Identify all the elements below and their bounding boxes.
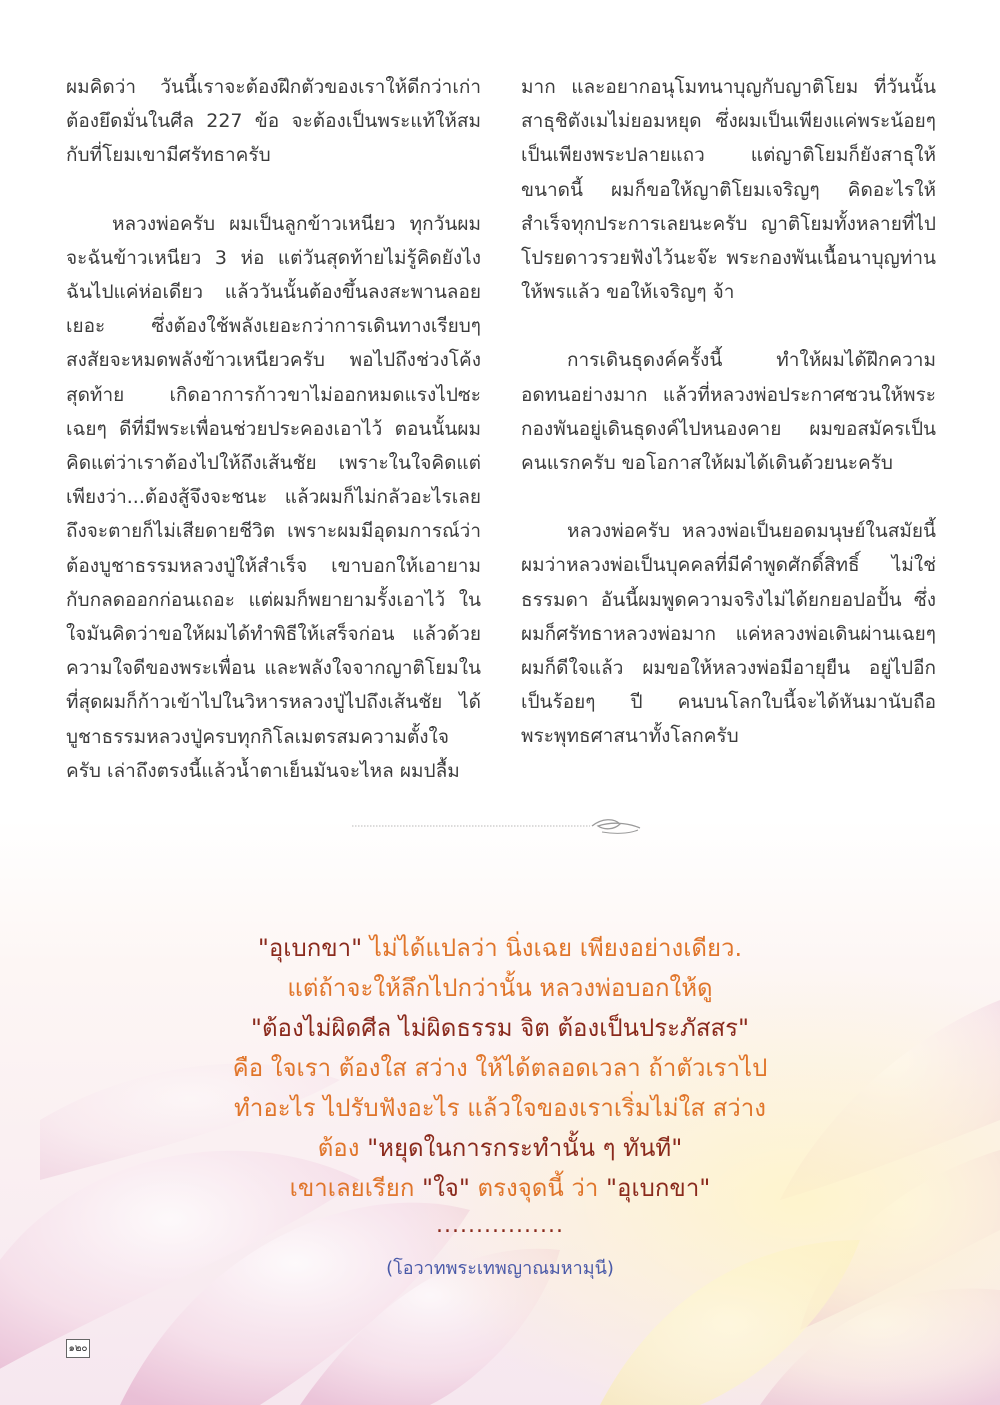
quote-block <box>150 928 850 1284</box>
quote-line-6-lead: ต้อง <box>317 1134 368 1162</box>
page-number: ๑๒๐ <box>66 1339 90 1358</box>
right-paragraph-3: หลวงพ่อครับ หลวงพ่อเป็นยอดมนุษย์ในสมัยนี้ ผมว่าหลวงพ่อเป็นบุคคลที่มีคำพูดศักดิ์สิทธิ์ ไม่ใช่ธรรมดา อันนี้ผมพูดความจริงไม่ได้ยกยอปอปั้น ซึ่งผมก็ศรัทธาหลวงพ่อมาก แค่หลวงพ่อเดินผ่านเฉยๆ ผมก็ดีใจแล้ว ผมขอให้หลวงพ่อมีอายุยืน อยู่ไปอีกเป็นร้อยๆ ปี คนบนโลกใบนี้จะได้หันมานับถือพระพุทธศาสนาทั้งโลกครับ <box>521 520 936 748</box>
quote-term-jai: "ใจ" <box>422 1174 470 1202</box>
quote-line-6-emphasis: "หยุดในการกระทำนั้น ๆ ทันที" <box>367 1134 683 1162</box>
ornament-divider <box>352 814 642 838</box>
quote-line-5: ทำอะไร ไปรับฟังอะไร แล้วใจของเราเริ่มไม่ใส สว่าง <box>234 1094 766 1122</box>
quote-line-7-mid: ตรงจุดนี้ ว่า <box>469 1174 606 1202</box>
left-paragraph-1: ผมคิดว่า วันนี้เราจะต้องฝึกตัวของเราให้ดีกว่าเก่า ต้องยึดมั่นในศีล 227 ข้อ จะต้องเป็นพระแท้ให้สมกับที่โยมเขามีศรัทธาครับ <box>66 76 481 167</box>
quote-term-upekkha: "อุเบกขา" <box>257 934 363 962</box>
quote-attribution: (โอวาทพระเทพญาณมหามุนี) <box>386 1258 614 1279</box>
quote-line-7-lead: เขาเลยเรียก <box>289 1174 423 1202</box>
quote-line-2: แต่ถ้าจะให้ลึกไปกว่านั้น หลวงพ่อบอกให้ดู <box>287 974 713 1002</box>
quote-line-1 <box>150 928 850 968</box>
quote-line-4: คือ ใจเรา ต้องใส สว่าง ให้ได้ตลอดเวลา ถ้าตัวเราไป <box>232 1054 768 1082</box>
quote-line-3: "ต้องไม่ผิดศีล ไม่ผิดธรรม จิต ต้องเป็นประภัสสร" <box>250 1014 750 1042</box>
quote-line-7 <box>150 1168 850 1208</box>
right-text-column <box>521 70 936 754</box>
quote-line-1-text: ไม่ได้แปลว่า นิ่งเฉย เพียงอย่างเดียว. <box>362 934 743 962</box>
quote-term-upekkha-2: "อุเบกขา" <box>605 1174 711 1202</box>
right-paragraph-2: การเดินธุดงค์ครั้งนี้ ทำให้ผมได้ฝึกความอดทนอย่างมาก แล้วที่หลวงพ่อประกาศชวนให้พระกองพันอยู่เดินธุดงค์ไปหนองคาย ผมขอสมัครเป็นคนแรกครับ ขอโอกาสให้ผมได้เดินด้วยนะครับ <box>521 349 936 475</box>
quote-dots: ................ <box>436 1213 564 1238</box>
quote-line-6 <box>150 1128 850 1168</box>
right-paragraph-1: มาก และอยากอนุโมทนาบุญกับญาติโยม ที่วันนั้นสาธุชิตังเมไม่ยอมหยุด ซึ่งผมเป็นเพียงแค่พระน้อยๆ เป็นเพียงพระปลายแถว แต่ญาติโยมก็ยังสาธุให้ขนาดนี้ ผมก็ขอให้ญาติโยมเจริญๆ คิดอะไรให้สำเร็จทุกประการเลยนะครับ ญาติโยมทั้งหลายที่ไปโปรยดาวรวยฟังไว้นะจ๊ะ พระกองพันเนื้อนาบุญท่านให้พรแล้ว ขอให้เจริญๆ จ้า <box>521 76 936 304</box>
left-text-column <box>66 70 481 788</box>
left-paragraph-2: หลวงพ่อครับ ผมเป็นลูกข้าวเหนียว ทุกวันผมจะฉันข้าวเหนียว 3 ห่อ แต่วันสุดท้ายไม่รู้คิดยังไง ฉันไปแค่ห่อเดียว แล้ววันนั้นต้องขึ้นลงสะพานลอยเยอะ ซึ่งต้องใช้พลังเยอะกว่าการเดินทางเรียบๆ สงสัยจะหมดพลังข้าวเหนียวครับ พอไปถึงช่วงโค้งสุดท้าย เกิดอาการก้าวขาไม่ออกหมดแรงไปซะเฉยๆ ดีที่มีพระเพื่อนช่วยประคองเอาไว้ ตอนนั้นผมคิดแต่ว่าเราต้องไปให้ถึงเส้นชัย เพราะในใจคิดแต่เพียงว่า...ต้องสู้จึงจะชนะ แล้วผมก็ไม่กลัวอะไรเลย ถึงจะตายก็ไม่เสียดายชีวิต เพราะผมมีอุดมการณ์ว่าต้องบูชาธรรมหลวงปู่ให้สำเร็จ เขาบอกให้เอายามกับกลดออกก่อนเถอะ แต่ผมก็พยายามรั้งเอาไว้ ในใจมันคิดว่าขอให้ผมได้ทำพิธีให้เสร็จก่อน แล้วด้วยความใจดีของพระเพื่อน และพลังใจจากญาติโยมในที่สุดผมก็ก้าวเข้าไปในวิหารหลวงปู่ไปถึงเส้นชัย ได้บูชาธรรมหลวงปู่ครบทุกกิโลเมตรสมความตั้งใจครับ เล่าถึงตรงนี้แล้วน้ำตาเย็นมันจะไหล ผมปลื้ม <box>66 212 481 782</box>
